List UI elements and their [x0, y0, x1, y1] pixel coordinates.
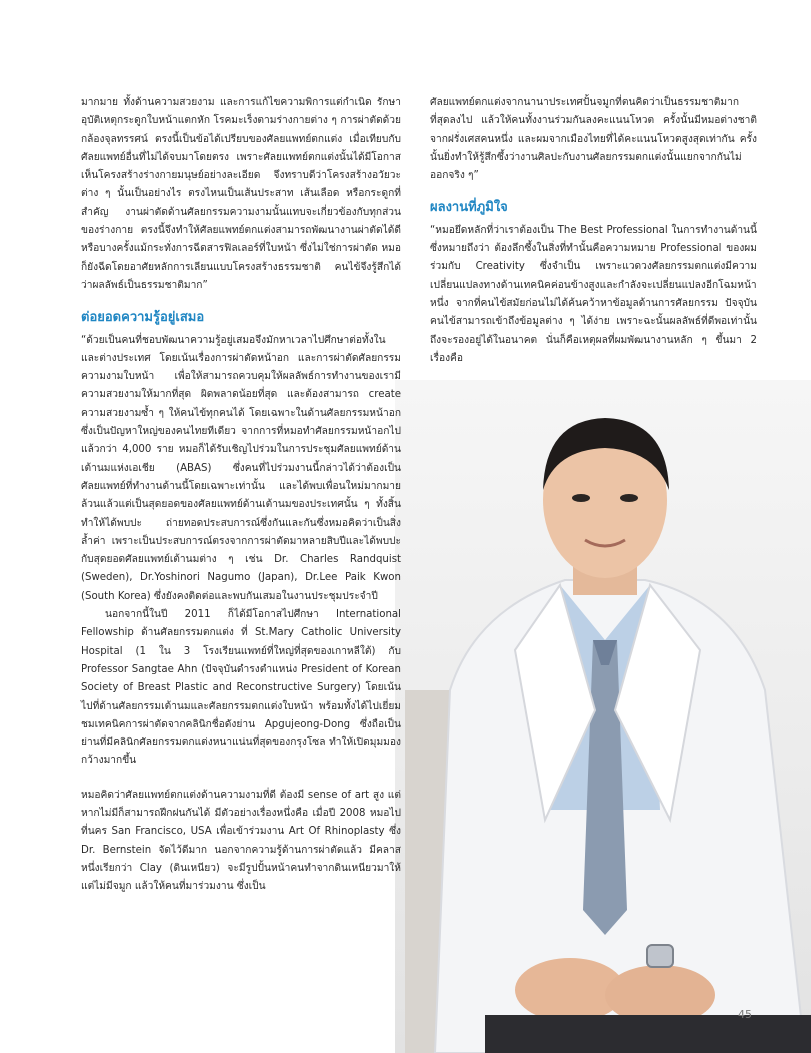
right-column [430, 94, 757, 368]
page-number: 45 [738, 1008, 752, 1021]
section-heading: ผลงานที่ภูมิใจ [430, 200, 508, 216]
body-paragraph: หมอคิดว่าศัลยแพทย์ตกแต่งด้านความงามที่ดี ต้องมี sense of art สูง แต่หากไม่มีก็สามารถฝึกฝนกันได้ มีตัวอย่างเรื่องหนึ่งคือ เมื่อปี 2008 หมอไปที่นคร San Francisco, USA เพื่อเข้าร่วมงาน Art Of Rhinoplasty ซึ่ง Dr. Bernstein จัดไว้ดีมาก นอกจากความรู้ด้านการผ่าตัดแล้ว มีคลาสหนึ่งเรียกว่า Clay (ดินเหนียว) จะมีรูปปั้นหน้าคนทำจากดินเหนียวมาให้ แต่ไม่มีจมูก แล้วให้คนที่มาร่วมงาน ซึ่งเป็น [81, 789, 401, 893]
body-paragraph: นอกจากนี้ในปี 2011 ก็ได้มีโอกาสไปศึกษา International Fellowship ด้านศัลยกรรมตกแต่ง ที่ St.Mary Catholic University Hospital (1 ใน 3 โรงเรียนแพทย์ที่ใหญ่ที่สุดของเกาหลีใต้) กับ Professor Sangtae Ahn (ปัจจุบันดำรงตำแหน่ง President of Korean Society of Breast Plastic and Reconstructive Surgery) โดยเน้นไปที่ด้านศัลยกรรมเต้านมและศัลยกรรมตกแต่งใบหน้า พร้อมทั้งได้ไปเยี่ยมชมเทคนิคการผ่าตัดจากคลินิกชื่อดังย่าน Apgujeong-Dong ซึ่งถือเป็นย่านที่มีคลินิกศัลยกรรมตกแต่งหนาแน่นที่สุดของกรุงโซล ทำให้เปิดมุมมองกว้างมากขึ้น [81, 609, 401, 767]
body-paragraph: ศัลยแพทย์ตกแต่งจากนานาประเทศปั้นจมูกที่ตนคิดว่าเป็นธรรมชาติมากที่สุดลงไป แล้วให้คนทั้งงานร่วมกันลงคะแนนโหวต ครั้งนั้นมีหมอต่างชาติจากฝรั่งเศสคนหนึ่ง และผมจากเมืองไทยที่ได้คะแนนโหวตสูงสุดเท่ากัน ครั้งนั้นยิ่งทำให้รู้สึกซึ้งว่างานศิลปะกับงานศัลยกรรมตกแต่งนั้นแยกจากกันไม่ออกจริง ๆ” [430, 97, 757, 182]
body-paragraph: “หมอยึดหลักที่ว่าเราต้องเป็น The Best Professional ในการทำงานด้านนี้ ซึ่งหมายถึงว่า ต้องลึกซึ้งในสิ่งที่ทำนั้นคือความหมาย Professional ของผม ร่วมกับ Creativity ซึ่งจำเป็น เพราะแวดวงศัลยกรรมตกแต่งมีความเปลี่ยนแปลงทางด้านเทคนิคค่อนข้างสูงและกำลังจะเปลี่ยนแปลงอีกโฉมหน้าหนึ่ง จากที่คนไข้สมัยก่อนไม่ได้ค้นคว้าหาข้อมูลด้านการศัลยกรรม ปัจจุบันคนไข้สามารถเข้าถึงข้อมูลต่าง ๆ ได้ง่าย เพราะฉะนั้นผลลัพธ์ที่ดีพอเท่านั้นถึงจะรองอยู่ได้ในอนาคต นั่นก็คือเหตุผลที่ผมพัฒนางานหลัก ๆ ขึ้นมา 2 เรื่องคือ [430, 224, 757, 364]
left-column [81, 94, 401, 896]
section-heading: ต่อยอดความรู้อยู่เสมอ [81, 310, 205, 326]
doctor-portrait-photo [395, 390, 811, 1053]
body-paragraph: มากมาย ทั้งด้านความสวยงาม และการแก้ไขความพิการแต่กำเนิด รักษาอุบัติเหตุกระดูกใบหน้าแตกหัก โรคมะเร็งตามร่างกายต่าง ๆ การผ่าตัดด้วยกล้องจุลทรรศน์ ตรงนี้เป็นข้อได้เปรียบของศัลยแพทย์ตกแต่ง เมื่อเทียบกับศัลยแพทย์อื่นที่ไม่ได้จบมาโดยตรง เพราะศัลยแพทย์ตกแต่งนั้นได้มีโอกาสเห็นโครงสร้างร่างกายมนุษย์อย่างละเอียด จึงทราบดีว่าโครงสร้างอวัยวะต่าง ๆ นั้นเป็นอย่างไร ตรงไหนเป็นเส้นประสาท เส้นเลือด หรือกระดูกที่สำคัญ งานผ่าตัดด้านศัลยกรรมความงามนั้นแทบจะเกี่ยวข้องกับทุกส่วนของร่างกาย ตรงนี้จึงทำให้ศัลยแพทย์ตกแต่งสามารถพัฒนางานผ่าตัดได้ดี หรือบางครั้งแม้กระทั่งการฉีดสารฟิลเลอร์ที่ใบหน้า ซึ่งไม่ใช่การผ่าตัด หมอก็ยังฉีดโดยอาศัยหลักการเลียนแบบโครงสร้างธรรมชาติ คนไข้จึงรู้สึกได้ว่าผลลัพธ์เป็นธรรมชาติมาก” [81, 97, 401, 291]
paragraph-spacer [81, 771, 401, 787]
body-paragraph: “ด้วยเป็นคนที่ชอบพัฒนาความรู้อยู่เสมอจึงมักหาเวลาไปศึกษาต่อทั้งในและต่างประเทศ โดยเน้นเรื่องการผ่าตัดหน้าอก และการผ่าตัดศัลยกรรมความงามใบหน้า เพื่อให้สามารถควบคุมให้ผลลัพธ์การทำงานของเรามีความสวยงามให้มากที่สุด ผิดพลาดน้อยที่สุด และต้องสามารถ create ความสวยงามซ้ำ ๆ ให้คนไข้ทุกคนได้ โดยเฉพาะในด้านศัลยกรรมหน้าอก ซึ่งเป็นปัญหาใหญ่ของคนไทยทีเดียว จากการที่หมอทำศัลยกรรมหน้าอกไปแล้วกว่า 4,000 ราย หมอก็ได้รับเชิญไปร่วมในการประชุมศัลยแพทย์ด้านเต้านมแห่งเอเชีย (ABAS) ซึ่งคนที่ไปร่วมงานนี้กล่าวได้ว่าต้องเป็นศัลยแพทย์ที่ทำงานด้านนี้โดยเฉพาะเท่านั้น และได้พบเพื่อนใหม่มากมาย ล้วนแล้วแต่เป็นสุดยอดของศัลยแพทย์ด้านเต้านมของประเทศนั้น ๆ ทั้งสิ้น ทำให้ได้พบปะ ถ่ายทอดประสบการณ์ซึ่งกันและกันซึ่งหมอคิดว่าเป็นสิ่งล้ำค่า เพราะเป็นประสบการณ์ตรงจากการผ่าตัดมาหลายสิบปีและได้พบปะกับสุดยอดศัลยแพทย์เต้านมต่าง ๆ เช่น Dr. Charles Randquist (Sweden), Dr.Yoshinori Nagumo (Japan), Dr.Lee Paik Kwon (South Korea) ซึ่งยังคงติดต่อและพบกันเสมอในงานประชุมประจำปี [81, 334, 401, 602]
